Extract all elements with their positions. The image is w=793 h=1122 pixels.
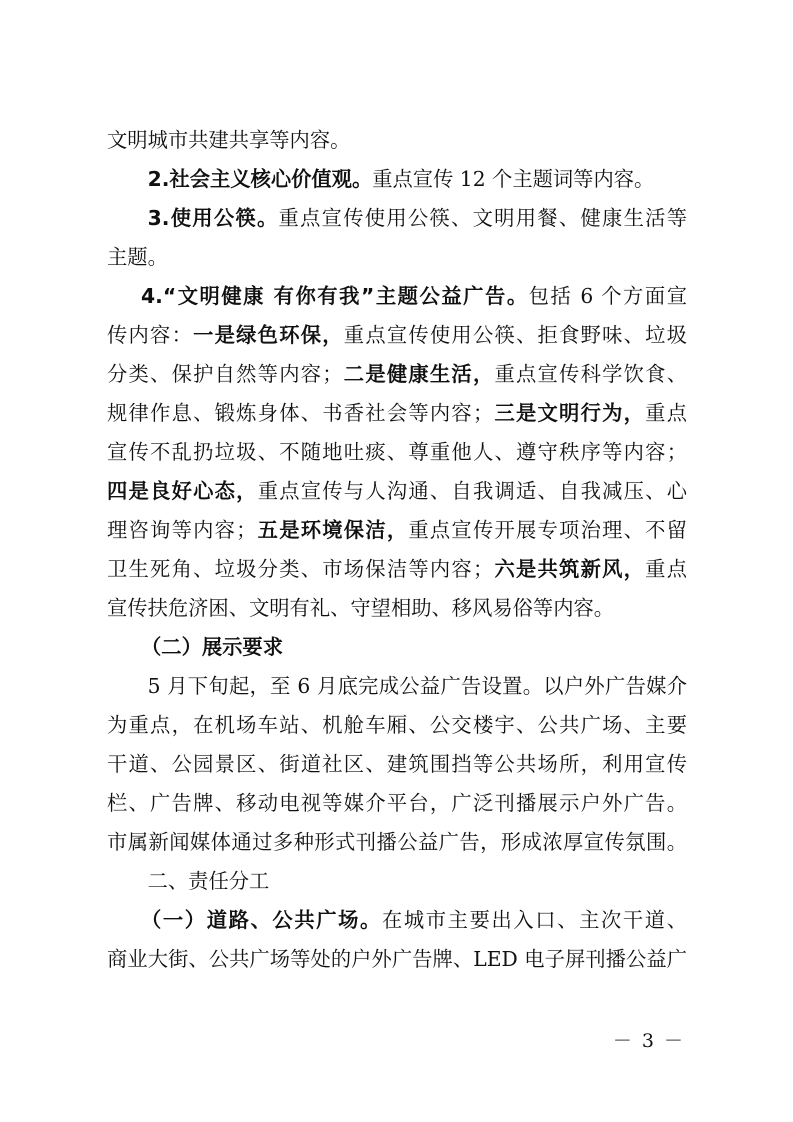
bold-phrase: 六是共筑新风， — [493, 557, 646, 581]
page-number: － 3 － — [612, 1030, 685, 1052]
body-text: 重点宣传使用公筷、拒食野味、垃圾 — [343, 323, 687, 347]
item-heading: 3.使用公筷。 — [147, 206, 279, 230]
body-text: 商业大街、公共广场等处的户外广告牌、LED 电子屏刊播公益广 — [107, 947, 687, 971]
paragraph-line — [107, 472, 687, 511]
paragraph-line — [107, 589, 687, 628]
paragraph-item-2 — [107, 160, 687, 199]
section-heading: （二）展示要求 — [141, 635, 283, 659]
body-text: 5 月下旬起，至 6 月底完成公益广告设置。以户外广告媒介 — [147, 674, 687, 698]
paragraph-line — [107, 433, 687, 472]
body-text: 重点宣传与人沟通、自我调适、自我减压、心 — [257, 479, 687, 503]
body-text: 卫生死角、垃圾分类、市场保洁等内容； — [107, 557, 494, 581]
body-text: 重点 — [645, 401, 687, 425]
section-heading-display — [107, 628, 687, 667]
body-text: 重点宣传 12 个主题词等内容。 — [372, 167, 655, 191]
paragraph-line — [107, 394, 687, 433]
paragraph-line — [107, 667, 687, 706]
bold-phrase: 五是环境保洁， — [256, 518, 409, 542]
document-body — [107, 121, 687, 979]
paragraph-line — [107, 238, 687, 277]
paragraph-line — [107, 745, 687, 784]
body-text: 包括 6 个方面宣 — [528, 284, 687, 308]
body-text: 宣传扶危济困、文明有礼、守望相助、移风易俗等内容。 — [107, 596, 615, 620]
body-text: 重点宣传开展专项治理、不留 — [408, 518, 687, 542]
paragraph-line — [107, 784, 687, 823]
bold-phrase: 二是健康生活， — [342, 362, 495, 386]
body-text: 文明城市共建共享等内容。 — [107, 128, 351, 152]
bold-phrase: 三是文明行为， — [493, 401, 646, 425]
paragraph-item-roads — [107, 901, 687, 940]
body-text: 栏、广告牌、移动电视等媒介平台，广泛刊播展示户外广告。 — [107, 791, 687, 815]
paragraph-item-3 — [107, 199, 687, 238]
body-text: 重点宣传使用公筷、文明用餐、健康生活等 — [278, 206, 687, 230]
paragraph-line — [107, 355, 687, 394]
item-heading: 2.社会主义核心价值观。 — [147, 167, 373, 191]
paragraph-line — [107, 550, 687, 589]
paragraph-line — [107, 940, 687, 979]
body-text: 市属新闻媒体通过多种形式刊播公益广告，形成浓厚宣传氛围。 — [107, 830, 687, 854]
section-heading-duty — [107, 862, 687, 901]
paragraph-item-4 — [107, 277, 687, 316]
section-heading: 二、责任分工 — [147, 869, 270, 893]
paragraph-line — [107, 511, 687, 550]
body-text: 为重点，在机场车站、机舱车厢、公交楼宇、公共广场、主要 — [107, 713, 687, 737]
paragraph-line — [107, 121, 687, 160]
body-text: 传内容： — [107, 323, 194, 347]
paragraph-line — [107, 316, 687, 355]
bold-phrase: 四是良好心态， — [107, 479, 258, 503]
item-heading: 4.“文明健康 有你有我”主题公益广告。 — [141, 284, 529, 308]
body-text: 主题。 — [107, 245, 168, 269]
body-text: 分类、保护自然等内容； — [107, 362, 343, 386]
body-text: 规律作息、锻炼身体、书香社会等内容； — [107, 401, 494, 425]
body-text: 重点宣传科学饮食、 — [494, 362, 687, 386]
paragraph-line — [107, 823, 687, 862]
paragraph-line — [107, 706, 687, 745]
body-text: 宣传不乱扔垃圾、不随地吐痰、尊重他人、遵守秩序等内容； — [107, 440, 687, 464]
body-text: 在城市主要出入口、主次干道、 — [381, 908, 687, 932]
body-text: 重点 — [645, 557, 687, 581]
bold-phrase: 一是绿色环保， — [193, 323, 344, 347]
item-heading: （一）道路、公共广场。 — [141, 908, 382, 932]
body-text: 干道、公园景区、街道社区、建筑围挡等公共场所，利用宣传 — [107, 752, 687, 776]
body-text: 理咨询等内容； — [107, 518, 257, 542]
